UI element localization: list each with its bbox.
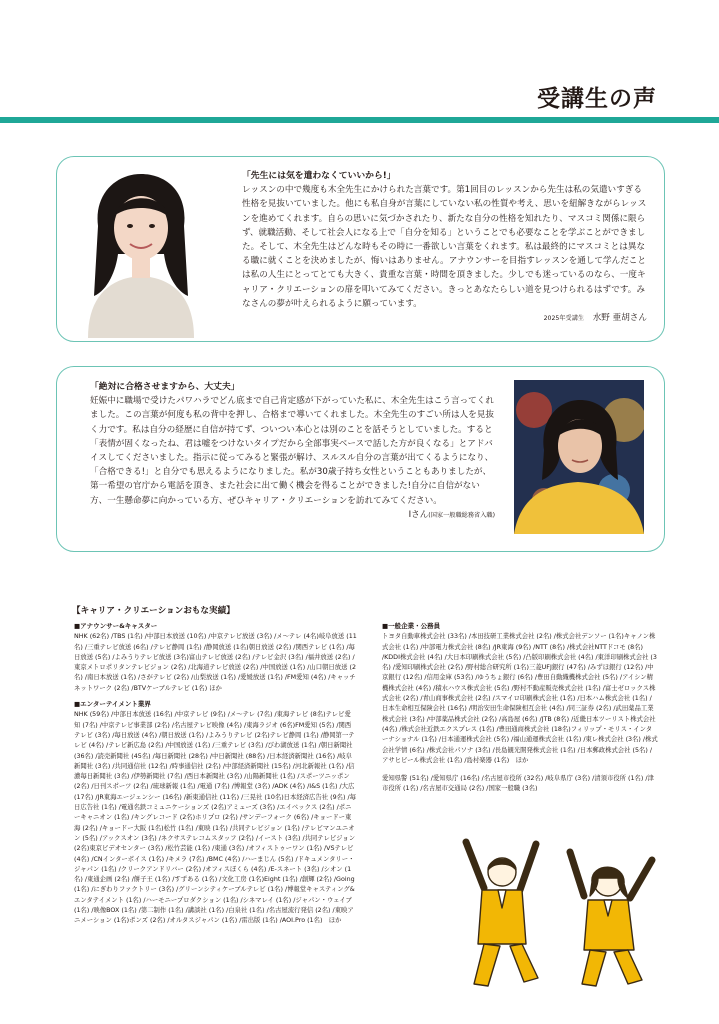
testimonial-quote-1: 「先生には気を遣わなくていいから!」 [242,171,396,181]
results-category-heading: ■エンターテイメント業界 [74,700,151,709]
results-category [74,621,357,694]
testimonial-year-1: 2025年受講生 [543,315,585,323]
testimonial-body-1: レッスンの中で幾度も木全先生にかけられた言葉です。第1回目のレッスンから先生は私の気遣いすぎる性格を見抜いていました。他にも私自身が言葉にしていない私の性質や考え、思いを紐解きながらレッスンを進めてくれます。自らの思いに気づかされたり、新たな自分の性格を知れたり、マスコミ関係に限らず、就職活動、そして社会人になる上で「自分を知る」ということでも必要なことを学ぶことができました。そして、木全先生はどんな時もその時に一番欲しい言葉をくれます。私は最終的にマスコミとは異なる職に就くことを決めましたが、悔いはありません。アナウンサーを目指すレッスンを通して学んだことは私の人生にとってとても大きく、貴重な言葉・時間を頂きました。少しでも迷っているのなら、一度キャリア・クリエーションの扉を叩いてみてください。きっとあなたらしい道を見つけられるはずです。みなさんの夢が叶えられるように願っています。 [242,185,647,309]
results-category-list: NHK (59名) /中部日本放送 (16名) /中京テレビ (9名) /メ～テレ (7名) /東海テレビ (8名)テレビ愛知 (7名) /中京テレビ事業部 (2名) /名古屋テレビ映像 (4名) /東海ラジオ (6名)FM愛知 (5名) /関西テレビ (3名) /毎日放送 (4名) /朝日放送 (1名) /よみうりテレビ (2名)テレビ静岡 (1名) /静岡第一テレビ (4名) /テレビ新広島 (2名) /中国放送 (1名) /三重テレビ (3名) /びわ湖放送 (1名) /朝日新聞社 (36名) /読売新聞社 (45名) /毎日新聞社 (28名) /中日新聞社 (88名) /日本経済新聞社 (16名) /岐阜新聞社 (3名) /共同通信社 (12名) /時事通信社 (2名) /中部経済新聞社 (15名) /河北新報社 (1名) /信濃毎日新聞社 (3名) /伊勢新聞社 (7名) /西日本新聞社 (3名) /山陽新聞社 (1名) /スポーツニッポン (2名) /日刊スポーツ (2名) /琉球新報 (1名) /電通 (7名) /博報堂 (3名) /ADK (4名) /I&S (1名) /大広 (17名) /JR東海エージェンシー (16名) /新東通信社 (11名) /三晃社 (10名)日本経済広告社 (9名) /毎日広告社 (1名) /電通名鉄コミュニケーションズ (2名)アミューズ (3名) /エイベックス (2名) /ポニーキャニオン (1名) /キングレコード (2名)ホリプロ (2名) /サンデーフォーク (6名) /キョードー東海 (2名) /キョードー大阪 (1名)松竹 (1名) /東映 (1名) /共同テレビジョン (1名) /テレビマンユニオン (5名) /アックスオン (3名) /ネクサステレコムスタッフ (2名) /イースト (3名) /共同テレビジョン (2名)東京ビデオセンター (3名) /松竹芸能 (1名) /東通 (3名) /オフィストゥーワン (1名) /VSテレビ (4名) /CNインターボイス (1名) /キメラ (7名) /BMC (4名) /ハーまじん (5名) /ドキュメンタリー・ジャパン (1名) /クリークアンドリバー (2名) /オフィスぼくら (4名) /E-スネート (3名) /シオン (1名) /東通企画 (2名) /餅子王 (1名) /すずある (1名) /文化工房 (1名)Eight (1名) /創輝 (2名) /Going (1名) /にぎわりファクトリー (3名) /グリーンシティケーブルテレビ (1名) /博報堂キャスティング&エンタテイメント (1名) /ハーモニープロダクション (1名) /シネマレイ (1名) /ジャパン・ウェイブ (1名) /映像BOX (1名) /第二制作 (1名) /講談社 (1名) /白泉社 (1名) /名古屋流行発信 (2名) /東映アニメーション (1名)ポンズ (2名) /オルタスジャパン (1名) /雷出版 (1名) /AOI.Pro (1名) ほか [74,711,356,925]
results-column-left [74,621,357,932]
results-category-list: NHK (62名) /TBS (1名) /中部日本放送 (10名) /中京テレビ放送 (3名) /メ～テレ (4名)岐阜放送 (11名) /三重テレビ放送 (6名) /テレビ静岡 (1名) /静岡放送 (1名)朝日放送 (2名) /関西テレビ (1名) /毎日放送 (5名) /よみうりテレビ放送 (3名)富山テレビ放送 (2名) /テレビ金沢 (3名) /福井放送 (2名) /東京メトロポリタンテレビジョン (2名) /北海道テレビ放送 (2名) /中国放送 (1名) /山口朝日放送 (2名) /南日本放送 (1名) /さがテレビ (2名) /山梨放送 (1名) /愛媛放送 (1名) /FM愛知 (4名) /キャッチネットワーク (2名) /BTVケーブルテレビ (1名) ほか [74,633,357,692]
results-category [74,699,357,927]
results-column-right [382,621,658,800]
results-category-heading: ■一般企業・公務員 [382,622,441,630]
testimonial-name-1: 水野 亜胡さん [592,313,647,324]
student-photo-1 [70,166,212,338]
testimonial-quote-2: 「絶対に合格させますから、大丈夫」 [90,382,240,392]
title-rule [0,117,719,123]
page-title: 受講生の声 [537,86,657,112]
testimonial-affiliation-2: (国家一般職総務省入職) [428,511,495,519]
results-category-heading: ■アナウンサー&キャスター [74,622,158,630]
student-photo-2 [514,380,644,534]
testimonial-signature-2 [90,508,495,523]
results-category-list: トヨタ自動車株式会社 (33名) /本田技研工業株式会社 (2名) /株式会社デンソー (1名)キャノン株式会社 (1名) /中部電力株式会社 (8名) /JR東海 (9名) /NTT (8名) /株式会社NTTドコモ (8名) /KDDI株式会社 (4名) /大日本印刷株式会社 (5名) /凸版印刷株式会社 (4名) /東洋印刷株式会社 (3名) /愛知印刷株式会社 (2名) /野村総合研究所 (1名)三菱UFJ銀行 (47名) /みずほ銀行 (12名) /中京銀行 (12名) /信用金庫 (53名) /ゆうちょ銀行 (6名) /豊田自動織機株式会社 (5名) /アイシン精機株式会社 (4名) /積水ハウス株式会社 (5名) /野村不動産販売株式会社 (1名) /富士ゼロックス株式会社 (2名) /青山商事株式会社 (2名) /スマイロ印刷株式会社 (1名) /日本ハム株式会社 (1名) /日本生命相互保険会社 (16名) /明治安田生命保険相互会社 (4名) /同三証券 (2名) /武田薬品工業株式会社 (3名) /中部薬品株式会社 (2名) /高島屋 (6名) /JTB (8名) /近畿日本ツーリスト株式会社 (4名) /株式会社近鉄エクスプレス (1名) /豊田通商株式会社 (18名)フィリップ・モリス・インターナショナル (1名) /日本通運株式会社 (5名) /福山通運株式会社 (1名) /東レ株式会社 (3名) /株式会社学情 (6名) /株式会社パソナ (3名) /長島観光開発株式会社 (1名) /日本郵政株式会社 (5名) /アサヒビール株式会社 (1名) /島村楽器 (1名) ほか [382,633,658,764]
testimonial-body-2: 妊娠中に職場で受けたパワハラでどん底まで自己肯定感が下がっていた私に、木全先生はこう言ってくれました。この言葉が何度も私の背中を押し、合格まで導いてくれました。木全先生のすごい所は人を見抜く力です。私は自分の経歴に自信が持てず、ついつい本心とは別のことを話そうとしていました。すると「表情が固くなったね、君は嘘をつけないタイプだから全部事実ベースで話した方が良くなる」とアドバイスしてくださいました。指示に従ってみると緊張が解け、スルスル自分の言葉が出てくるようになり、「合格できる!」と自分でも思えるようになりました。私が30歳子持ち女性ということもありましたが、第一希望の官庁から電話を頂き、また社会に出て働く機会を得ることができました!自分に自信がない方、一生懸命夢に向かっている方、ぜひキャリア・クリエーションを訪れてみてください。 [90,396,494,506]
celebrating-mascots-illustration [452,832,666,992]
testimonial-text-1 [242,169,647,326]
mascot-left [466,842,538,986]
testimonial-text-2 [90,380,495,523]
testimonial-name-2: Iさん [408,509,429,520]
mascot-right [570,852,652,986]
results-government-list: 愛知県警 (51名) /愛知県庁 (16名) /名古屋市役所 (32名) /岐阜県庁 (3名) /清須市役所 (1名) /津市役所 (1名) /名古屋市交通局 (2名) /国家一般職 (3名) [382,775,654,793]
testimonial-signature-1 [242,311,647,326]
results-title: 【キャリア・クリエーションおもな実績】 [72,606,235,616]
results-category [382,621,658,795]
